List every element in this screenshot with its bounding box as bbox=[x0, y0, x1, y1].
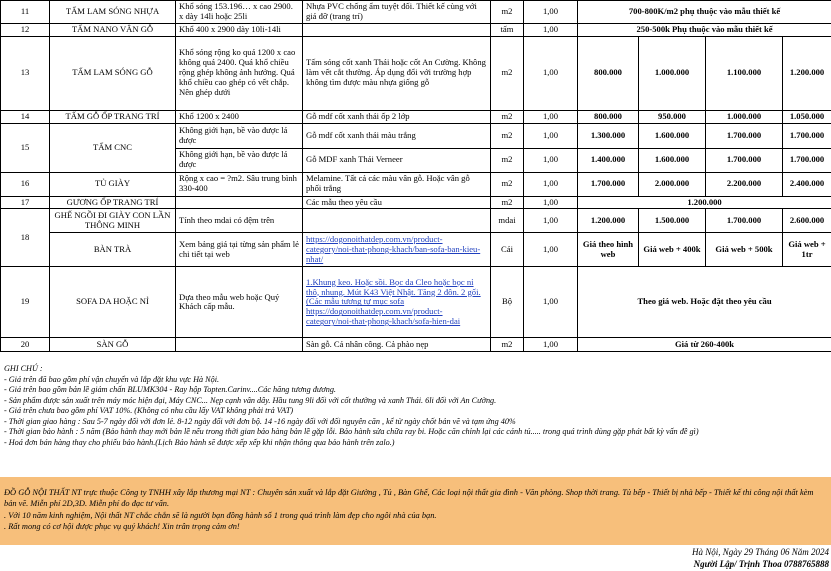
price-tier-4: 1.700.000 bbox=[783, 123, 831, 148]
quantity: 1,00 bbox=[524, 233, 578, 267]
company-line: . Rất mong có cơ hội được phục vụ quý khách! Xin trân trọng cảm ơn! bbox=[4, 522, 240, 532]
note-line: - Thời gian bảo hành : 5 năm (Bảo hành thay mới bản lề nếu trong thời gian bảo hàng bản lề gặp lỗi. Bảo hành sửa chữa ray bi. Hoặc căn chỉnh lại các cánh tủ..... trong quá trình dùng gặp phát bất kỳ vấn đề gì) bbox=[4, 427, 699, 436]
row-number: 11 bbox=[1, 1, 50, 24]
quantity: 1,00 bbox=[524, 123, 578, 148]
product-spec: Khổ sóng 153.196… x cao 2900. x dày 14li hoặc 25li bbox=[176, 1, 303, 24]
price-tier-2: 1.000.000 bbox=[639, 36, 706, 110]
table-row bbox=[1, 209, 831, 233]
table-row bbox=[1, 1, 831, 24]
product-spec: Khổ 1200 x 2400 bbox=[176, 110, 303, 123]
price-tier-2: 950.000 bbox=[639, 110, 706, 123]
product-link-cell bbox=[303, 233, 491, 267]
product-desc: Melamine. Tất cả các màu vân gỗ. Hoặc vân gỗ phối trắng bbox=[303, 172, 491, 196]
price-tier-3: Giá web + 500k bbox=[706, 233, 783, 267]
company-line: ĐỒ GỖ NỘI THẤT NT trực thuộc Công ty TNHH xây lắp thương mại NT : Chuyên sản xuất và lắp đặt Giường , Tủ , Bàn Ghế, Các loại nội thất gia đình - Văn phòng. Shop thời trang. Tủ bếp - Thiết bị nhà bếp - Thiết kế thi công nội thất kèm bản vẽ. Miễn phí 2D,3D. Miễn phí đo đạc tư vấn. bbox=[4, 488, 814, 509]
note-line: - Thời gian giao hàng : Sau 5-7 ngày đối với đơn lẻ. 8-12 ngày đối với đơn bộ. 14 -16 ngày đối với đối nguyên căn , kể từ ngày chốt bản vẽ và tạm ứng 40% bbox=[4, 416, 516, 426]
product-name: TẤM NANO VÂN GỖ bbox=[50, 23, 176, 36]
product-name: SÀN GỖ bbox=[50, 338, 176, 352]
quantity: 1,00 bbox=[524, 172, 578, 196]
product-name: TẤM LAM SÓNG GỖ bbox=[50, 36, 176, 110]
product-desc: Tấm sóng cốt xanh Thái hoặc cốt An Cường. Không làm vết cắt thường. Áp dụng đổi với trường hợp không tìm được màu nhựa giống gỗ bbox=[303, 36, 491, 110]
company-info-banner bbox=[0, 477, 831, 545]
table-row bbox=[1, 23, 831, 36]
price-tier-1: 1.300.000 bbox=[578, 123, 639, 148]
row-number: 14 bbox=[1, 110, 50, 123]
price-tier-3: 1.700.000 bbox=[706, 209, 783, 233]
price-tier-4: 1.700.000 bbox=[783, 148, 831, 172]
row-number: 12 bbox=[1, 23, 50, 36]
product-spec bbox=[176, 338, 303, 352]
price-range: 700-800K/m2 phụ thuộc vào mẫu thiết kế bbox=[578, 1, 831, 24]
unit: m2 bbox=[491, 196, 524, 209]
unit: m2 bbox=[491, 110, 524, 123]
product-desc: Gỗ mdf cốt xanh thái ốp 2 lớp bbox=[303, 110, 491, 123]
note-line: - Giá trên bao gồm bản lề giảm chấn BLUMK304 - Ray hộp Topten.Carinv....Các hãng tương đương. bbox=[4, 385, 336, 394]
product-name: TẤM GỖ ỐP TRANG TRÍ bbox=[50, 110, 176, 123]
price-range: 250-500k Phụ thuộc vào mẫu thiết kế bbox=[578, 23, 831, 36]
price-range: 1.200.000 bbox=[578, 196, 831, 209]
price-tier-1: 800.000 bbox=[578, 110, 639, 123]
product-name: GHẾ NGỒI ĐI GIÀY CON LẦN THÔNG MINH bbox=[50, 209, 176, 233]
price-tier-4: 2.600.000 bbox=[783, 209, 831, 233]
price-tier-2: 1.500.000 bbox=[639, 209, 706, 233]
product-name: SOFA DA HOẶC NỈ bbox=[50, 267, 176, 338]
row-number: 18 bbox=[1, 209, 50, 267]
product-link-cell bbox=[303, 267, 491, 338]
product-desc: Gỗ MDF xanh Thái Verneer bbox=[303, 148, 491, 172]
price-range: Theo giá web. Hoặc đặt theo yêu cầu bbox=[578, 267, 831, 338]
unit: m2 bbox=[491, 172, 524, 196]
product-spec: Không giới hạn, bề vào được lá được bbox=[176, 148, 303, 172]
price-tier-2: 2.000.000 bbox=[639, 172, 706, 196]
price-tier-2: 1.600.000 bbox=[639, 148, 706, 172]
price-range: Giá từ 260-400k bbox=[578, 338, 831, 352]
price-tier-1: 1.400.000 bbox=[578, 148, 639, 172]
table-row bbox=[1, 338, 831, 352]
company-line: . Với 10 năm kinh nghiệm, Nội thất NT chắc chắn sẽ là người bạn đồng hành số 1 trong quá trình làm đẹp cho ngôi nhà của bạn. bbox=[4, 510, 437, 520]
unit: m2 bbox=[491, 1, 524, 24]
price-tier-1: 1.200.000 bbox=[578, 209, 639, 233]
note-line: - Sản phẩm được sản xuất trên máy móc hiện đại, Máy CNC... Nẹp cạnh vân dây. Hầu tung 9li đối với cốt thường và xanh Thái. 6li đối với An Cường. bbox=[4, 395, 497, 405]
price-tier-3: 1.100.000 bbox=[706, 36, 783, 110]
price-tier-4: 2.400.000 bbox=[783, 172, 831, 196]
product-name: TẤM CNC bbox=[50, 123, 176, 172]
product-desc: Các mẫu theo yêu cầu bbox=[303, 196, 491, 209]
product-spec: Rộng x cao = ?m2. Sâu trung bình 330-400 bbox=[176, 172, 303, 196]
product-name: BÀN TRÀ bbox=[50, 233, 176, 267]
row-number: 17 bbox=[1, 196, 50, 209]
product-spec: Không giới hạn, bề vào được lá được bbox=[176, 123, 303, 148]
table-row bbox=[1, 110, 831, 123]
product-spec: Tính theo mdai có đệm trên bbox=[176, 209, 303, 233]
price-tier-2: 1.600.000 bbox=[639, 123, 706, 148]
quantity: 1,00 bbox=[524, 196, 578, 209]
row-number: 15 bbox=[1, 123, 50, 172]
product-desc bbox=[303, 23, 491, 36]
unit: Bộ bbox=[491, 267, 524, 338]
product-desc: Gỗ mdf cốt xanh thái màu trắng bbox=[303, 123, 491, 148]
notes-section bbox=[0, 361, 831, 476]
signature-date: Hà Nội, Ngày 29 Tháng 06 Năm 2024 bbox=[691, 547, 829, 557]
quantity: 1,00 bbox=[524, 110, 578, 123]
unit: m2 bbox=[491, 123, 524, 148]
price-tier-4: 1.200.000 bbox=[783, 36, 831, 110]
price-tier-2: Giá web + 400k bbox=[639, 233, 706, 267]
price-tier-1: 800.000 bbox=[578, 36, 639, 110]
note-line: - Giá trên đã bao gồm phí vận chuyển và lắp đặt khu vực Hà Nội. bbox=[4, 374, 220, 384]
unit: m2 bbox=[491, 36, 524, 110]
product-desc bbox=[303, 209, 491, 233]
product-spec: Xem bảng giá tại từng sản phẩm lẻ chi tiết tại web bbox=[176, 233, 303, 267]
unit: m2 bbox=[491, 338, 524, 352]
quantity: 1,00 bbox=[524, 338, 578, 352]
note-line: - Giá trên chưa bao gồm phí VAT 10%. (Không có nhu cầu lấy VAT không phải trả VAT) bbox=[4, 406, 294, 415]
quantity: 1,00 bbox=[524, 1, 578, 24]
table-row bbox=[1, 36, 831, 110]
product-name: TẤM LAM SÓNG NHỰA bbox=[50, 1, 176, 24]
product-spec: Khổ sóng rộng ko quá 1200 x cao không quá 2400. Quá khổ chiều rộng ghép không ảnh hưởng. Quá khổ chiều cao ghép có vết chắp. Nên ghép dưới bbox=[176, 36, 303, 110]
table-row bbox=[1, 123, 831, 148]
price-tier-3: 1.700.000 bbox=[706, 123, 783, 148]
price-tier-3: 1.700.000 bbox=[706, 148, 783, 172]
price-tier-4: 1.050.000 bbox=[783, 110, 831, 123]
unit: Cái bbox=[491, 233, 524, 267]
quantity: 1,00 bbox=[524, 209, 578, 233]
product-link[interactable]: https://dogonoithatdep.com.vn/product-category/noi-that-phong-khach/ban-sofa-ban-kieu-nhat/ bbox=[306, 234, 481, 264]
product-desc: Nhựa PVC chống ẩm tuyệt đối. Thiết kế cùng với giá đỡ (trang trí) bbox=[303, 1, 491, 24]
price-tier-1: 1.700.000 bbox=[578, 172, 639, 196]
unit: mdai bbox=[491, 209, 524, 233]
product-link[interactable]: 1.Khung keo. Hoặc sồi. Bọc da Cleo hoặc bọc nỉ thô, nhung. Mút K43 Việt Nhật. Tăng 2 đôn. 2 gối. (Các mẫu tương tự mục sofa https://dogonoithatdep.com.vn/product-category/noi-that-phong-khach/sofa-hien-dai bbox=[306, 276, 481, 327]
price-tier-4: Giá web + 1tr bbox=[783, 233, 831, 267]
product-spec bbox=[176, 196, 303, 209]
table-row bbox=[1, 233, 831, 267]
product-name: TỦ GIÀY bbox=[50, 172, 176, 196]
unit: tấm bbox=[491, 23, 524, 36]
price-tier-1: Giá theo hình web bbox=[578, 233, 639, 267]
price-tier-3: 2.200.000 bbox=[706, 172, 783, 196]
row-number: 16 bbox=[1, 172, 50, 196]
quantity: 1,00 bbox=[524, 148, 578, 172]
row-number: 19 bbox=[1, 267, 50, 338]
price-tier-3: 1.000.000 bbox=[706, 110, 783, 123]
quantity: 1,00 bbox=[524, 267, 578, 338]
product-spec: Khổ 400 x 2900 dày 10li-14li bbox=[176, 23, 303, 36]
table-row bbox=[1, 172, 831, 196]
notes-heading: GHI CHÚ : bbox=[4, 364, 43, 373]
note-line: - Hoá đơn bán hàng thay cho phiếu bảo hành.(Lịch Bảo hành sẽ được xếp xếp khi nhận thông qua bảo hành trên zalo.) bbox=[4, 437, 395, 447]
table-row bbox=[1, 196, 831, 209]
signature-name: Người Lập/ Trịnh Thoa 0788765888 bbox=[693, 559, 829, 569]
product-spec: Dựa theo mẫu web hoặc Quý Khách cấp mẫu. bbox=[176, 267, 303, 338]
quantity: 1,00 bbox=[524, 36, 578, 110]
product-name: GƯƠNG ỐP TRANG TRÍ bbox=[50, 196, 176, 209]
unit: m2 bbox=[491, 148, 524, 172]
row-number: 13 bbox=[1, 36, 50, 110]
row-number: 20 bbox=[1, 338, 50, 352]
product-desc: Sàn gỗ. Cả nhân công. Cả phào nẹp bbox=[303, 338, 491, 352]
quantity: 1,00 bbox=[524, 23, 578, 36]
table-row bbox=[1, 267, 831, 338]
